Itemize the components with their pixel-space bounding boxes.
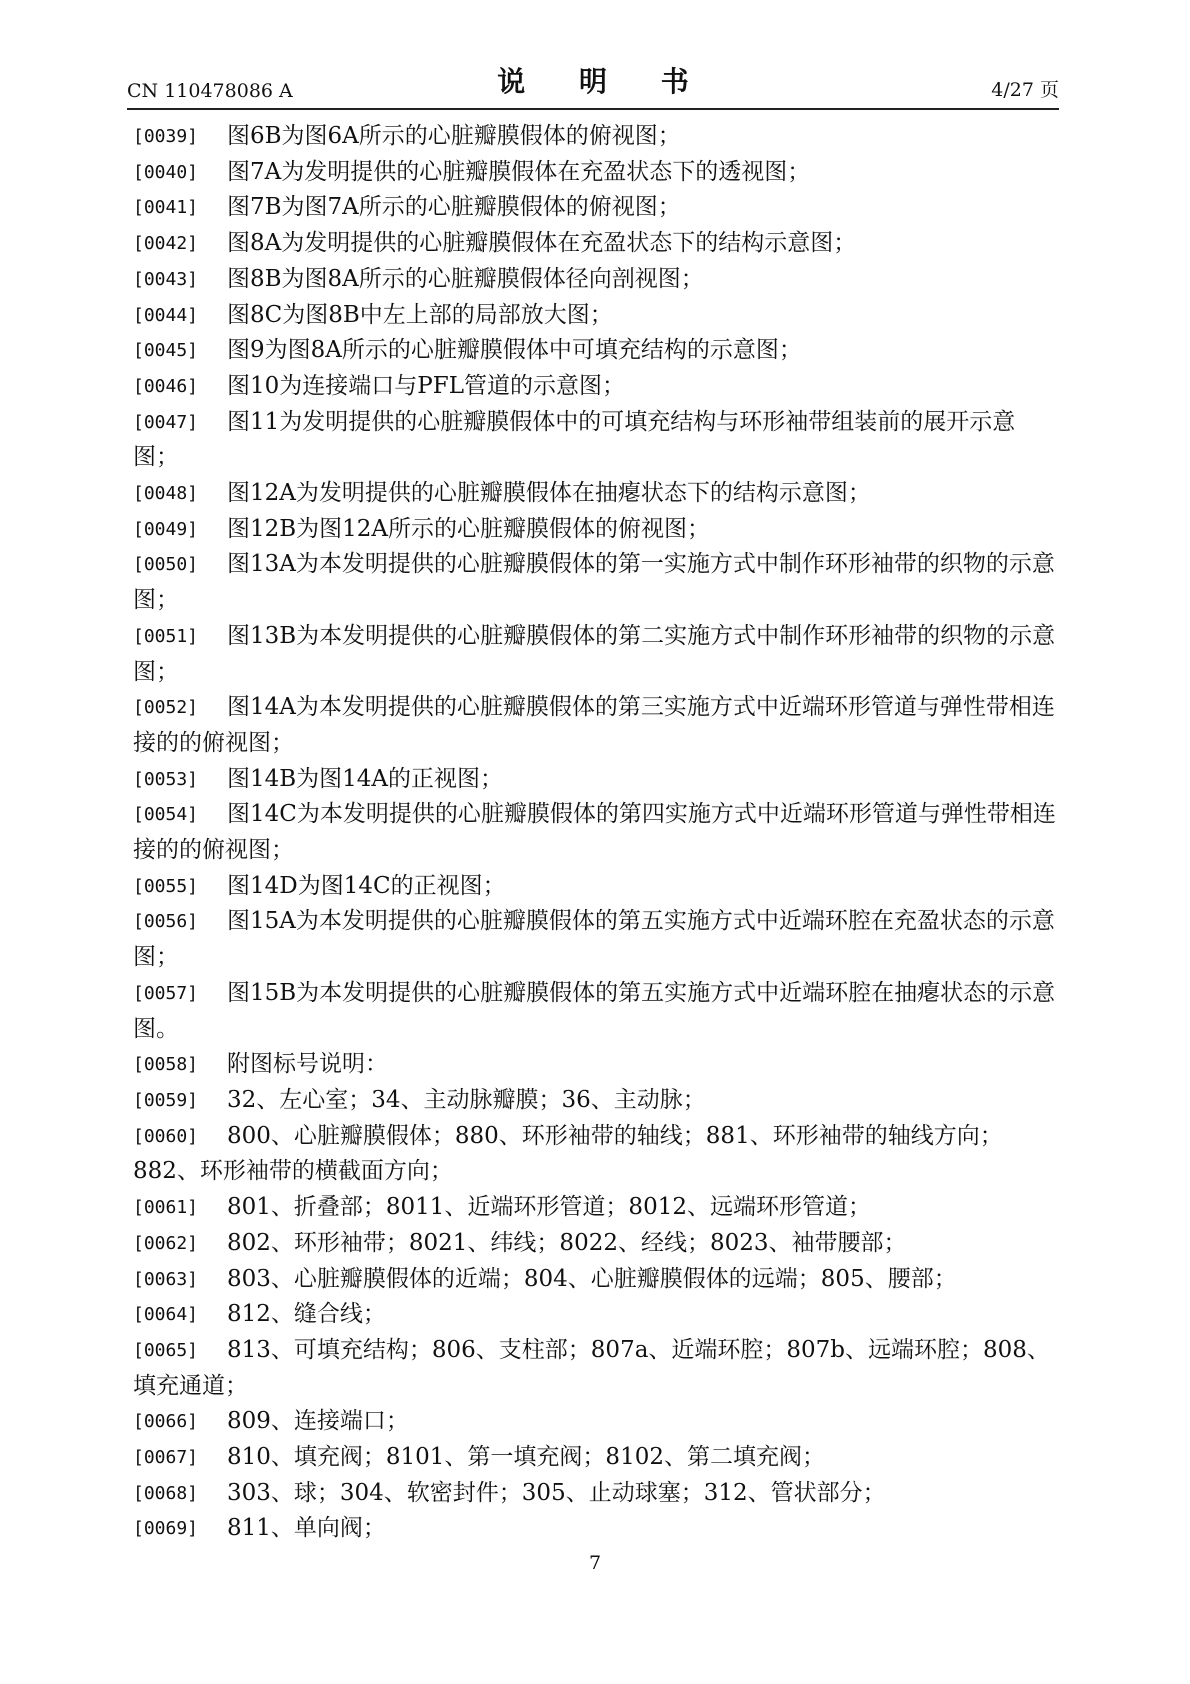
paragraph [133,762,1058,798]
paragraph-text: 802、环形袖带；8021、纬线；8022、经线；8023、袖带腰部； [227,1229,907,1256]
paragraph-text: 图10为连接端口与PFL管道的示意图； [227,372,625,399]
paragraph [133,797,1058,868]
paragraph-number: [0067] [133,1447,199,1469]
paragraph-number: [0055] [133,875,199,897]
paragraph [133,369,1058,405]
paragraph [133,904,1058,975]
paragraph-text: 303、球；304、软密封件；305、止动球塞；312、管状部分； [227,1479,886,1506]
paragraph [133,547,1058,618]
paragraph [133,190,1058,226]
paragraph-text: 811、单向阀； [227,1515,386,1542]
paragraph [133,1119,1058,1190]
paragraph [133,512,1058,548]
paragraph-text: 图13B为本发明提供的心脏瓣膜假体的第二实施方式中制作环形袖带的织物的示意图； [133,622,1056,685]
paragraph-number: [0069] [133,1518,199,1540]
paragraph [133,262,1058,298]
paragraph [133,869,1058,905]
paragraph [133,976,1058,1047]
paragraph-number: [0048] [133,483,199,505]
paragraph-number: [0064] [133,1304,199,1326]
paragraph-number: [0057] [133,982,199,1004]
paragraph [133,405,1058,476]
paragraph [133,1262,1058,1298]
paragraph-text: 图11为发明提供的心脏瓣膜假体中的可填充结构与环形袖带组装前的展开示意图； [133,408,1016,471]
paragraph [133,1440,1058,1476]
paragraph-number: [0053] [133,768,199,790]
paragraph-number: [0063] [133,1268,199,1290]
paragraph-text: 803、心脏瓣膜假体的近端；804、心脏瓣膜假体的远端；805、腰部； [227,1265,957,1292]
paragraph-number: [0043] [133,268,199,290]
paragraph [133,1511,1058,1547]
paragraph-text: 800、心脏瓣膜假体；880、环形袖带的轴线；881、环形袖带的轴线方向；882、环形袖带的横截面方向； [133,1122,1003,1185]
paragraph-number: [0065] [133,1339,199,1361]
paragraph-number: [0039] [133,126,199,147]
paragraph [133,1226,1058,1262]
paragraph-number: [0068] [133,1482,199,1504]
paragraph-number: [0059] [133,1089,199,1111]
paragraph-number: [0045] [133,340,199,362]
paragraph-number: [0060] [133,1125,199,1147]
paragraph-number: [0050] [133,554,199,576]
paragraph-number: [0061] [133,1197,199,1219]
paragraph-text: 图9为图8A所示的心脏瓣膜假体中可填充结构的示意图； [227,337,802,364]
paragraph [133,1190,1058,1226]
paragraph [133,1297,1058,1333]
paragraph [133,476,1058,512]
page-number: 7 [588,1552,602,1574]
paragraph [133,619,1058,690]
paragraph-text: 图12A为发明提供的心脏瓣膜假体在抽瘪状态下的结构示意图； [227,480,871,507]
paragraph-text: 图7A为发明提供的心脏瓣膜假体在充盈状态下的透视图； [227,158,811,185]
paragraph-text: 图15A为本发明提供的心脏瓣膜假体的第五实施方式中近端环腔在充盈状态的示意图； [133,908,1055,971]
paragraph-text: 图13A为本发明提供的心脏瓣膜假体的第一实施方式中制作环形袖带的织物的示意图； [133,551,1055,614]
paragraph-number: [0051] [133,625,199,647]
paragraph [133,1047,1058,1083]
paragraph [133,1404,1058,1440]
paragraph [133,1333,1058,1404]
paragraph-text: 809、连接端口； [227,1408,409,1435]
paragraph-number: [0040] [133,161,199,183]
paragraph [133,333,1058,369]
paragraph-number: [0052] [133,697,199,719]
paragraph [133,119,1058,155]
page-reference: 4/27 页 [991,79,1059,101]
paragraph [133,690,1058,761]
paragraph [133,1476,1058,1512]
paragraph-text: 附图标号说明： [227,1051,388,1078]
paragraph-number: [0049] [133,518,199,540]
paragraph-number: [0044] [133,304,199,326]
paragraph-text: 图8B为图8A所示的心脏瓣膜假体径向剖视图； [227,265,704,292]
doc-number: CN 110478086 A [127,80,293,102]
paragraph-text: 图14A为本发明提供的心脏瓣膜假体的第三实施方式中近端环形管道与弹性带相连接的的俯视图； [133,694,1055,756]
paragraph [133,1083,1058,1119]
paragraph [133,298,1058,334]
doc-title: 说 明 书 [497,65,711,98]
paragraph-text: 图12B为图12A所示的心脏瓣膜假体的俯视图； [227,515,711,542]
paragraph-text: 32、左心室；34、主动脉瓣膜；36、主动脉； [227,1086,706,1113]
paragraph-number: [0047] [133,411,199,433]
paragraph-number: [0062] [133,1232,199,1254]
paragraph-number: [0058] [133,1054,199,1076]
paragraph-text: 813、可填充结构；806、支柱部；807a、近端环腔；807b、远端环腔；808、填充通道； [133,1336,1050,1399]
document-body [133,119,1058,1547]
paragraph-text: 图6B为图6A所示的心脏瓣膜假体的俯视图； [227,123,681,149]
paragraph-number: [0041] [133,197,199,219]
paragraph-number: [0066] [133,1411,199,1433]
paragraph-number: [0054] [133,804,199,826]
paragraph-text: 图7B为图7A所示的心脏瓣膜假体的俯视图； [227,194,681,221]
paragraph-text: 810、填充阀；8101、第一填充阀；8102、第二填充阀； [227,1444,825,1471]
paragraph-text: 801、折叠部；8011、近端环形管道；8012、远端环形管道； [227,1194,871,1221]
paragraph-number: [0056] [133,911,199,933]
paragraph-text: 图14C为本发明提供的心脏瓣膜假体的第四实施方式中近端环形管道与弹性带相连接的的俯视图； [133,801,1056,864]
paragraph-text: 图14D为图14C的正视图； [227,872,506,899]
paragraph-text: 图8C为图8B中左上部的局部放大图； [227,301,613,328]
paragraph-number: [0042] [133,233,199,255]
paragraph-text: 图14B为图14A的正视图； [227,765,504,792]
paragraph-text: 图15B为本发明提供的心脏瓣膜假体的第五实施方式中近端环腔在抽瘪状态的示意图。 [133,979,1056,1042]
paragraph [133,226,1058,262]
paragraph [133,155,1058,191]
header-divider [127,108,1059,110]
paragraph-text: 812、缝合线； [227,1301,386,1328]
paragraph-number: [0046] [133,375,199,397]
paragraph-text: 图8A为发明提供的心脏瓣膜假体在充盈状态下的结构示意图； [227,230,857,257]
page-header [127,64,1059,108]
